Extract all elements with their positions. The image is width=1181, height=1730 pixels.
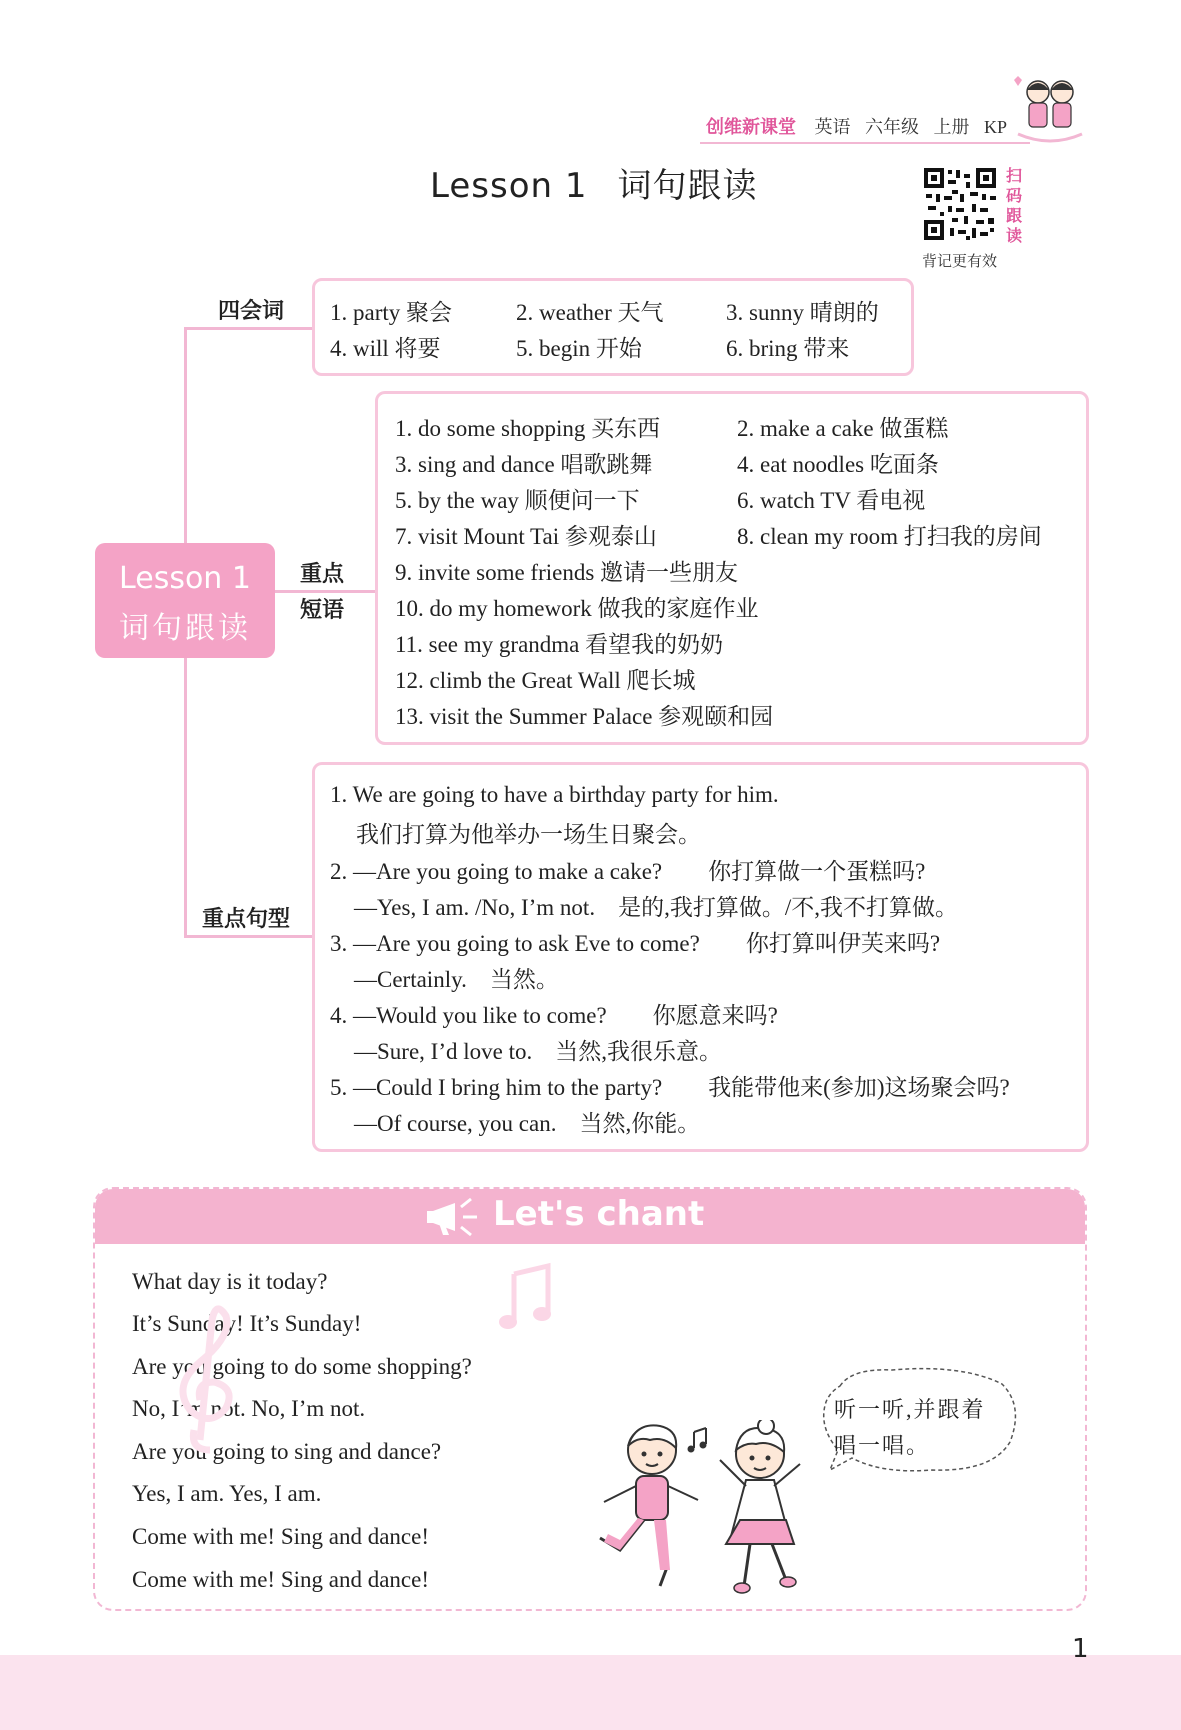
chant-line: It’s Sunday! It’s Sunday! (132, 1311, 362, 1336)
phrase-item: 13. visit the Summer Palace 参观颐和园 (395, 704, 774, 729)
header-edition: KP (984, 117, 1008, 137)
center-node-line1: Lesson 1 (119, 561, 251, 596)
sentence-line: 2. —Are you going to make a cake? 你打算做一个蛋糕吗? (330, 859, 926, 884)
running-header (706, 113, 1017, 139)
brand-name: 创维新课堂 (706, 117, 796, 137)
megaphone-icon (425, 1195, 485, 1239)
sentence-line: —Sure, I’d love to. 当然,我很乐意。 (354, 1039, 722, 1064)
sentence-line: 5. —Could I bring him to the party? 我能带他来(参加)这场聚会吗? (330, 1075, 1010, 1100)
phrase-item: 10. do my homework 做我的家庭作业 (395, 596, 759, 621)
phrase-item: 6. watch TV 看电视 (737, 488, 926, 513)
tree-branch-bottom (184, 935, 314, 938)
sentence-line: 1. We are going to have a birthday party for him. (330, 782, 779, 807)
vocab-item: 5. begin 开始 (516, 336, 642, 361)
qr-code-icon[interactable] (922, 166, 998, 242)
bubble-text (834, 1392, 986, 1464)
chant-line: Are you going to sing and dance? (132, 1439, 442, 1464)
phrase-item: 11. see my grandma 看望我的奶奶 (395, 632, 724, 657)
vocab-label: 四会词 (218, 299, 285, 324)
sentence-line: —Yes, I am. /No, I’m not. 是的,我打算做。/不,我不打算做。 (354, 895, 958, 920)
tree-branch-top (184, 327, 314, 330)
phrase-item: 1. do some shopping 买东西 (395, 416, 661, 441)
phrase-item: 9. invite some friends 邀请一些朋友 (395, 560, 739, 585)
treble-clef-icon (160, 1300, 250, 1460)
header-term: 上册 (933, 117, 970, 137)
qr-caption: 背记更有效 (922, 254, 998, 270)
chant-header (95, 1189, 1085, 1244)
vocab-item: 1. party 聚会 (330, 300, 453, 325)
bubble-line1: 听一听,并跟着 (834, 1397, 986, 1422)
header-grade: 六年级 (865, 117, 919, 137)
chant-line: What day is it today? (132, 1269, 328, 1294)
center-node (95, 543, 275, 658)
music-note-icon (496, 1262, 556, 1332)
qr-side-text: 扫码跟读 (1005, 166, 1022, 245)
phrase-item: 8. clean my room 打扫我的房间 (737, 524, 1042, 549)
header-rule (700, 142, 1030, 144)
sentence-line: —Certainly. 当然。 (354, 967, 559, 992)
phrase-item: 7. visit Mount Tai 参观泰山 (395, 524, 657, 549)
chant-line: Come with me! Sing and dance! (132, 1524, 430, 1549)
sentence-line: 4. —Would you like to come? 你愿意来吗? (330, 1003, 778, 1028)
center-node-line2: 词句跟读 (119, 611, 251, 646)
vocab-item: 3. sunny 晴朗的 (726, 300, 879, 325)
phrase-item: 4. eat noodles 吃面条 (737, 452, 939, 477)
phrase-item: 2. make a cake 做蛋糕 (737, 416, 949, 441)
vocab-item: 6. bring 带来 (726, 336, 850, 361)
chant-line: Are you going to do some shopping? (132, 1354, 472, 1379)
vocab-item: 2. weather 天气 (516, 300, 664, 325)
page-number: 1 (1072, 1634, 1089, 1664)
chant-line: Yes, I am. Yes, I am. (132, 1481, 322, 1506)
phrase-item: 3. sing and dance 唱歌跳舞 (395, 452, 653, 477)
chant-line: Come with me! Sing and dance! (132, 1567, 430, 1592)
header-subject: 英语 (814, 117, 851, 137)
sentence-line: —Of course, you can. 当然,你能。 (354, 1111, 701, 1136)
kids-logo-icon (1010, 70, 1090, 150)
phrase-item: 5. by the way 顺便问一下 (395, 488, 640, 513)
title-subtitle: 词句跟读 (617, 166, 758, 206)
bottom-band (0, 1655, 1181, 1730)
chant-title: Let's chant (493, 1194, 705, 1234)
chant-line: No, I’m not. No, I’m not. (132, 1396, 366, 1421)
dancing-kids-illustration (590, 1420, 830, 1600)
sentence-line: 3. —Are you going to ask Eve to come? 你打算叫伊芙来吗? (330, 931, 941, 956)
bubble-line2: 唱一唱。 (834, 1433, 931, 1458)
page-title (430, 158, 787, 207)
sentence-line: 我们打算为他举办一场生日聚会。 (356, 822, 701, 847)
phrase-item: 12. climb the Great Wall 爬长城 (395, 668, 696, 693)
vocab-item: 4. will 将要 (330, 336, 441, 361)
phrases-label-line1: 重点 (300, 562, 345, 587)
sentences-label: 重点句型 (202, 907, 291, 932)
title-lesson: Lesson 1 (430, 166, 588, 206)
phrases-label-line2: 短语 (300, 598, 345, 623)
